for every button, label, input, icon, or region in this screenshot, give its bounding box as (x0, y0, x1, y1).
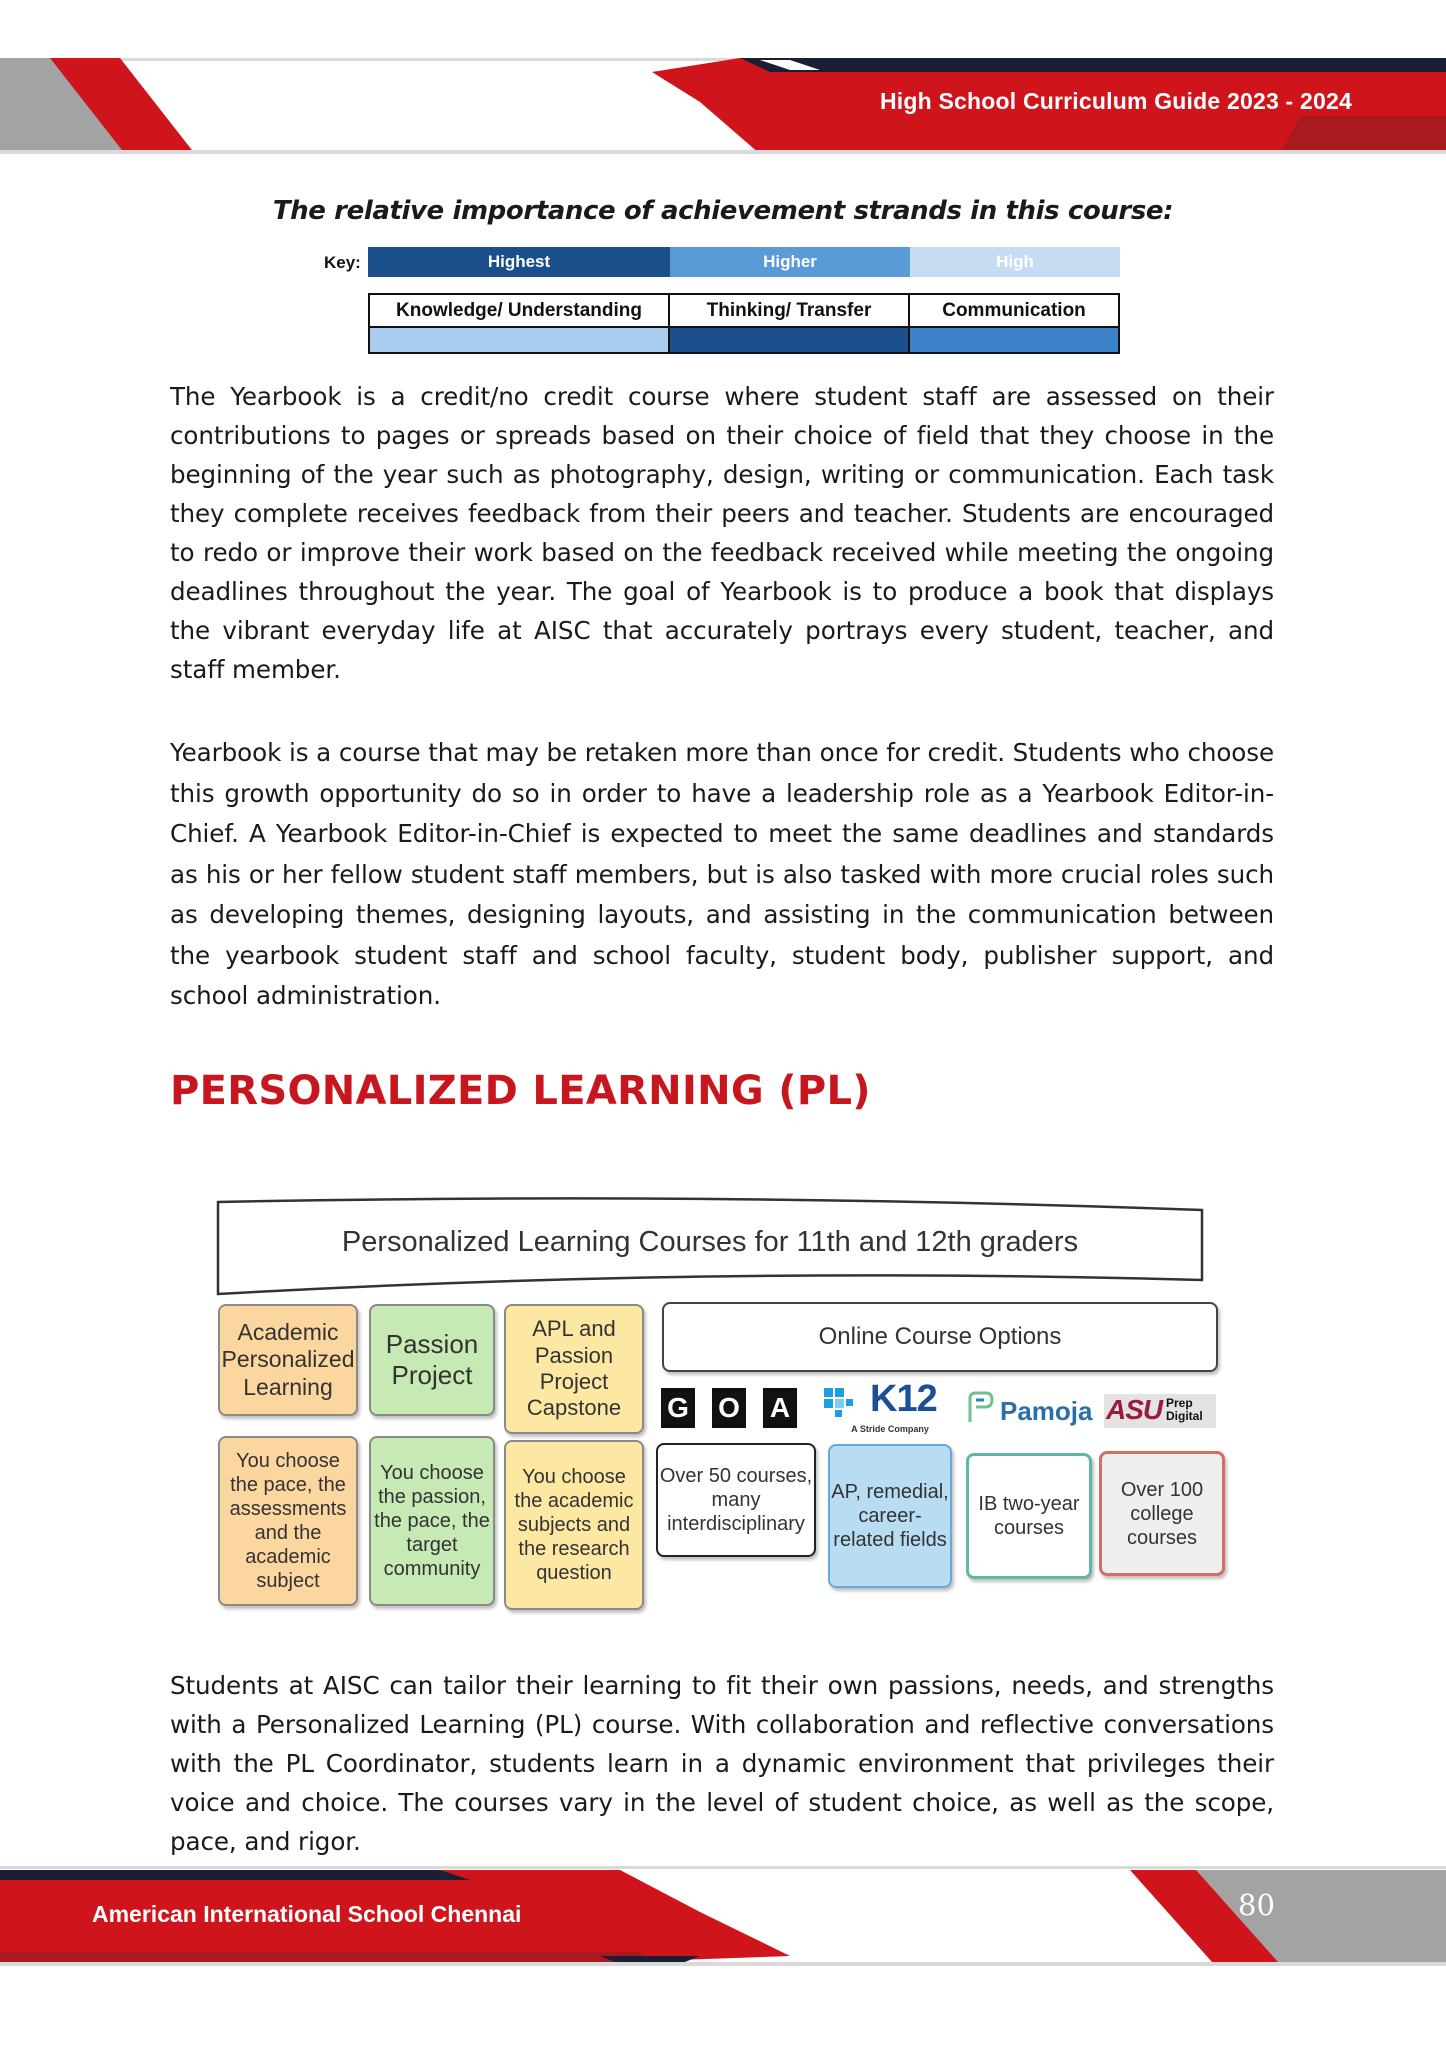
k12-logo-sub: A Stride Company (851, 1424, 929, 1434)
asu-desc: Over 100 college courses (1099, 1451, 1225, 1576)
course-apl-desc: You choose the pace, the assessments and the academic subject (218, 1436, 358, 1606)
section-title: PERSONALIZED LEARNING (PL) (170, 1068, 871, 1114)
course-apl: Academic Personalized Learning (218, 1304, 358, 1416)
strand-key (368, 247, 1120, 277)
strand-level-cell (909, 327, 1119, 353)
strands-title: The relative importance of achievement strands in this course: (272, 196, 1174, 226)
course-capstone-desc: You choose the academic subjects and the research question (504, 1440, 644, 1610)
strand-table (368, 293, 1120, 354)
diagram-banner: Personalized Learning Courses for 11th and 12th graders (341, 1226, 1079, 1258)
goa-logo-o: O (712, 1388, 746, 1428)
pamoja-logo: Pamoja (1000, 1396, 1093, 1426)
key-label: Key: (324, 253, 361, 272)
key-higher: Higher (670, 247, 910, 277)
goa-logo-g: G (661, 1388, 695, 1428)
key-highest: Highest (368, 247, 670, 277)
strand-header: Communication (909, 294, 1119, 327)
strand-level-cell (369, 327, 669, 353)
goa-desc: Over 50 courses, many interdisciplinary (656, 1443, 816, 1557)
pamoja-desc: IB two-year courses (966, 1453, 1092, 1579)
asu-logo-sub: Prep Digital (1166, 1396, 1203, 1423)
page-number: 80 (1238, 1888, 1275, 1922)
k12-logo: K12 (870, 1378, 937, 1420)
key-high: High (910, 247, 1120, 277)
strand-header: Thinking/ Transfer (669, 294, 909, 327)
yearbook-paragraph-2: Yearbook is a course that may be retaken more than once for credit. Students who choose this growth opportunity do so in order to have a leadership role as a Yearbook Editor-in-Chief. A Yearbook Editor-in-Chief is expected to meet the same deadlines and standards as his or her fellow student staff members, but is also tasked with more crucial roles such as developing themes, designing layouts, and assisting in the communication between the yearbook student staff and school faculty, student body, publisher support, and school administration. (170, 738, 1274, 1010)
yearbook-paragraph-1: The Yearbook is a credit/no credit course where student staff are assessed on their contributions to pages or spreads based on their choice of field that they choose in the beginning of the year such as photography, design, writing or communication. Each task they complete receives feedback from their peers and teacher. Students are encouraged to redo or improve their work based on the feedback received while meeting the ongoing deadlines throughout the year. The goal of Yearbook is to produce a book that displays the vibrant everyday life at AISC that accurately portrays every student, teacher, and staff member. (170, 382, 1274, 684)
strand-header: Knowledge/ Understanding (369, 294, 669, 327)
strand-level-cell (669, 327, 909, 353)
pamoja-logo-icon (966, 1390, 996, 1426)
goa-logo-a: A (763, 1388, 797, 1428)
header-title: High School Curriculum Guide 2023 - 2024 (880, 88, 1352, 114)
asu-logo: ASU (1106, 1394, 1163, 1425)
course-passion-project: Passion Project (369, 1304, 495, 1416)
pl-paragraph: Students at AISC can tailor their learning to fit their own passions, needs, and strengths with a Personalized Learning (PL) course. With collaboration and reflective conversations with the PL Coordinator, students learn in a dynamic environment that privileges their voice and choice. The courses vary in the level of student choice, as well as the scope, pace, and rigor. (170, 1671, 1274, 1856)
k12-logo-icon (820, 1384, 856, 1420)
footer-school-name: American International School Chennai (92, 1901, 522, 1927)
online-options-header: Online Course Options (662, 1302, 1218, 1372)
course-passion-desc: You choose the passion, the pace, the target community (369, 1436, 495, 1606)
k12-desc: AP, remedial, career-related fields (828, 1444, 952, 1588)
course-capstone: APL and Passion Project Capstone (504, 1304, 644, 1434)
